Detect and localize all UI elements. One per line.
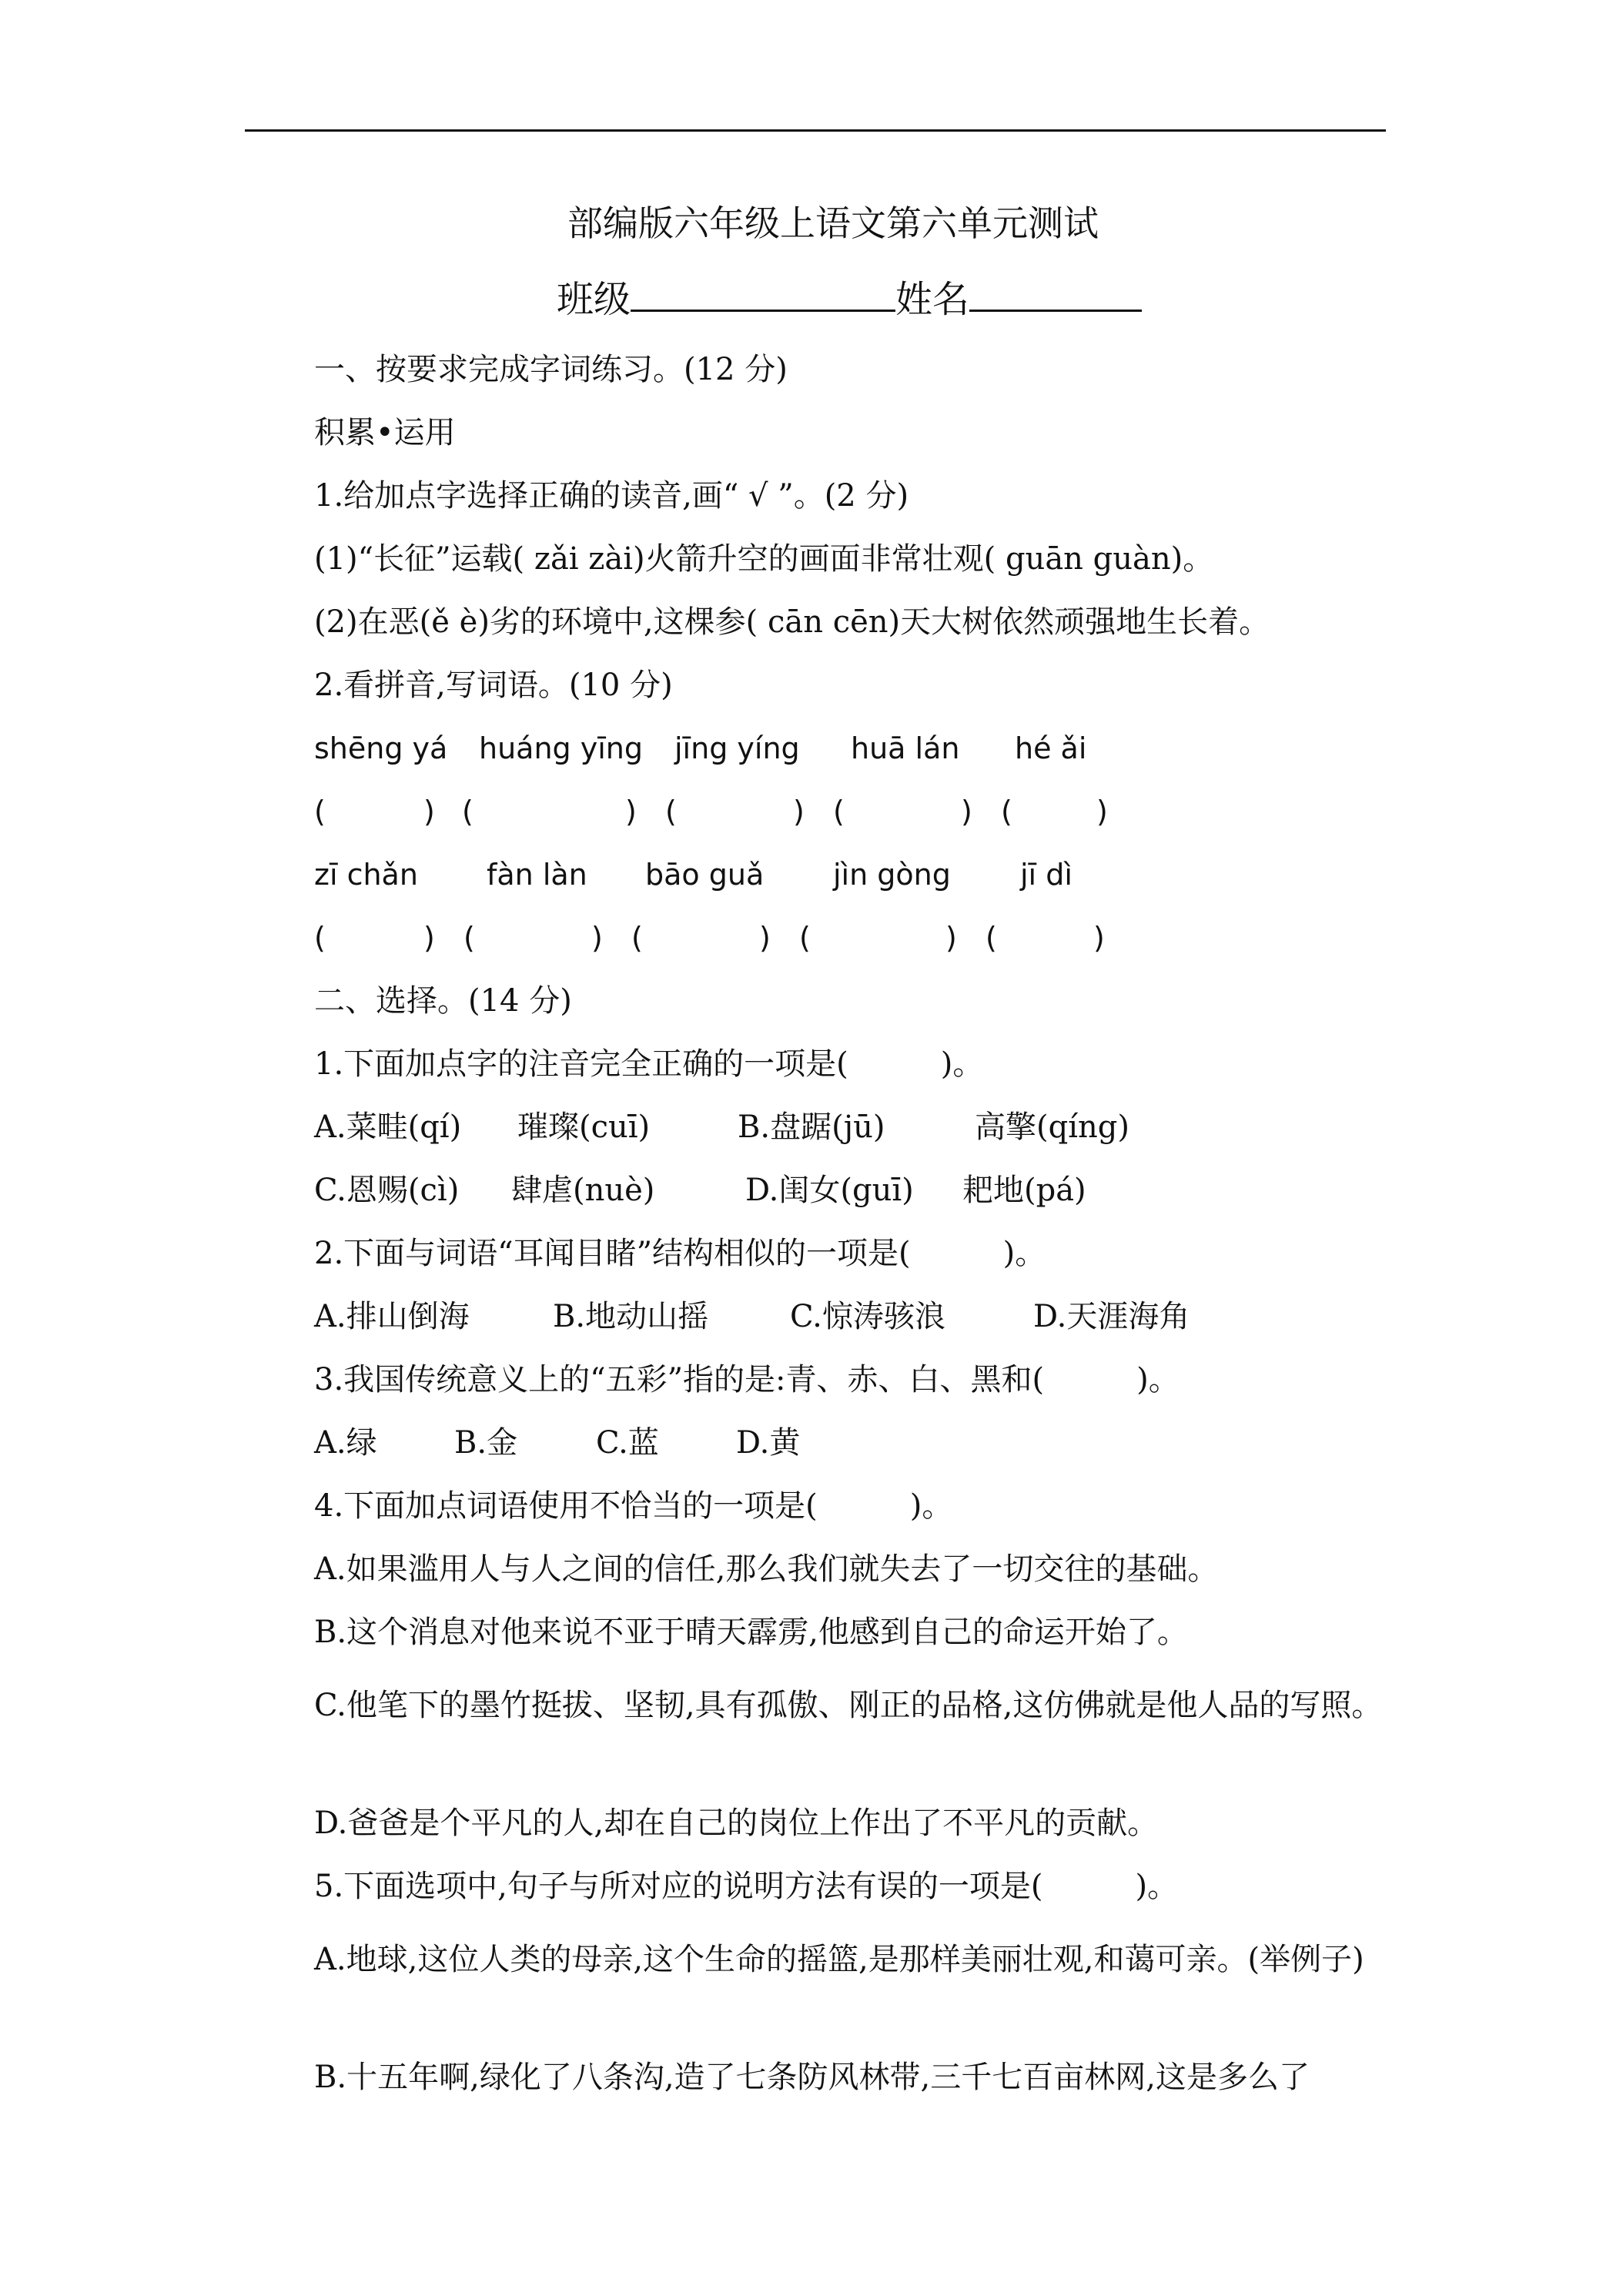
q2-prompt: 2.看拼音,写词语。(10 分): [314, 668, 673, 703]
option: B.地动山摇: [553, 1299, 709, 1334]
pinyin-item: fàn làn: [487, 858, 587, 892]
option: A.排山倒海: [314, 1299, 470, 1334]
student-info-line: [557, 276, 1142, 321]
answer-open-paren: (: [1001, 795, 1012, 828]
pinyin-item: hé ǎi: [1015, 731, 1087, 765]
option: A.菜畦(qí): [314, 1110, 462, 1145]
s2-q1-prompt: 1.下面加点字的注音完全正确的一项是( )。: [314, 1046, 984, 1082]
pinyin-item: zī chǎn: [314, 858, 418, 892]
pinyin-item: huā lán: [851, 731, 960, 765]
answer-open-paren: (: [665, 795, 677, 828]
option: A.绿: [314, 1425, 377, 1461]
pinyin-item: huáng yīng: [479, 731, 643, 765]
section2-heading: 二、选择。(14 分): [314, 983, 572, 1019]
option: 耙地(pá): [962, 1173, 1086, 1208]
s2-q3-prompt: 3.我国传统意义上的“五彩”指的是:青、赤、白、黑和( )。: [314, 1362, 1180, 1397]
q1-item1: (1)“长征”运载( zǎi zài)火箭升空的画面非常壮观( guān guàn)。: [314, 541, 1214, 577]
option: D.黄: [736, 1425, 801, 1461]
answer-close-paren: ): [591, 921, 603, 955]
pinyin-item: bāo guǎ: [645, 858, 765, 892]
q1-prompt: 1.给加点字选择正确的读音,画“ √ ”。(2 分): [314, 478, 909, 514]
answer-close-paren: ): [423, 795, 435, 828]
pinyin-item: jìn gòng: [833, 858, 951, 892]
answer-close-paren: ): [961, 795, 972, 828]
s2-q4-option-b: B.这个消息对他来说不亚于晴天霹雳,他感到自己的命运开始了。: [314, 1615, 1188, 1650]
option: C.惊涛骇浪: [790, 1299, 945, 1334]
s2-q4-option-a: A.如果滥用人与人之间的信任,那么我们就失去了一切交往的基础。: [314, 1551, 1219, 1587]
answer-close-paren: ): [1093, 921, 1105, 955]
answer-close-paren: ): [759, 921, 771, 955]
answer-close-paren: ): [1096, 795, 1108, 828]
answer-open-paren: (: [314, 921, 326, 955]
answer-open-paren: (: [986, 921, 997, 955]
option: 璀璨(cuī): [517, 1110, 651, 1145]
class-label: 班级: [557, 278, 631, 321]
s2-q4-option-c: C.他笔下的墨竹挺拔、坚韧,具有孤傲、刚正的品格,这仿佛就是他人品的写照。: [314, 1688, 1383, 1723]
s2-q4-option-d: D.爸爸是个平凡的人,却在自己的岗位上作出了不平凡的贡献。: [314, 1806, 1159, 1841]
answer-close-paren: ): [793, 795, 805, 828]
option: D.闺女(guī): [745, 1173, 914, 1208]
option: C.恩赐(cì): [314, 1173, 460, 1208]
option: 肆虐(nuè): [511, 1173, 655, 1208]
option: D.天涯海角: [1033, 1299, 1190, 1334]
s2-q5-prompt: 5.下面选项中,句子与所对应的说明方法有误的一项是( )。: [314, 1869, 1179, 1904]
s2-q5-option-a: A.地球,这位人类的母亲,这个生命的摇篮,是那样美丽壮观,和蔼可亲。(举例子): [314, 1942, 1364, 1977]
answer-open-paren: (: [462, 795, 474, 828]
answer-close-paren: ): [945, 921, 957, 955]
answer-close-paren: ): [625, 795, 637, 828]
option: C.蓝: [596, 1425, 659, 1461]
answer-open-paren: (: [799, 921, 811, 955]
answer-close-paren: ): [423, 921, 435, 955]
answer-open-paren: (: [631, 921, 643, 955]
section1-subheading: 积累•运用: [314, 415, 456, 450]
section1-heading: 一、按要求完成字词练习。(12 分): [314, 352, 788, 387]
pinyin-item: jīng yíng: [674, 731, 800, 765]
answer-open-paren: (: [314, 795, 326, 828]
answer-open-paren: (: [833, 795, 845, 828]
option: B.金: [454, 1425, 518, 1461]
class-blank[interactable]: [631, 276, 895, 312]
s2-q4-prompt: 4.下面加点词语使用不恰当的一项是( )。: [314, 1488, 953, 1524]
name-blank[interactable]: [969, 276, 1142, 312]
s2-q2-prompt: 2.下面与词语“耳闻目睹”结构相似的一项是( )。: [314, 1236, 1046, 1271]
answer-open-paren: (: [463, 921, 475, 955]
pinyin-item: jī dì: [1020, 858, 1073, 892]
s2-q5-option-b: B.十五年啊,绿化了八条沟,造了七条防风林带,三千七百亩林网,这是多么了: [314, 2060, 1310, 2095]
header-rule: [245, 129, 1386, 132]
name-label: 姓名: [895, 278, 970, 321]
option: 高擎(qíng): [975, 1110, 1129, 1145]
page-title: 部编版六年级上语文第六单元测试: [567, 202, 1099, 244]
q1-item2: (2)在恶(ě è)劣的环境中,这棵参( cān cēn)天大树依然顽强地生长着。: [314, 604, 1270, 640]
option: B.盘踞(jū): [738, 1110, 885, 1145]
pinyin-item: shēng yá: [314, 731, 448, 765]
